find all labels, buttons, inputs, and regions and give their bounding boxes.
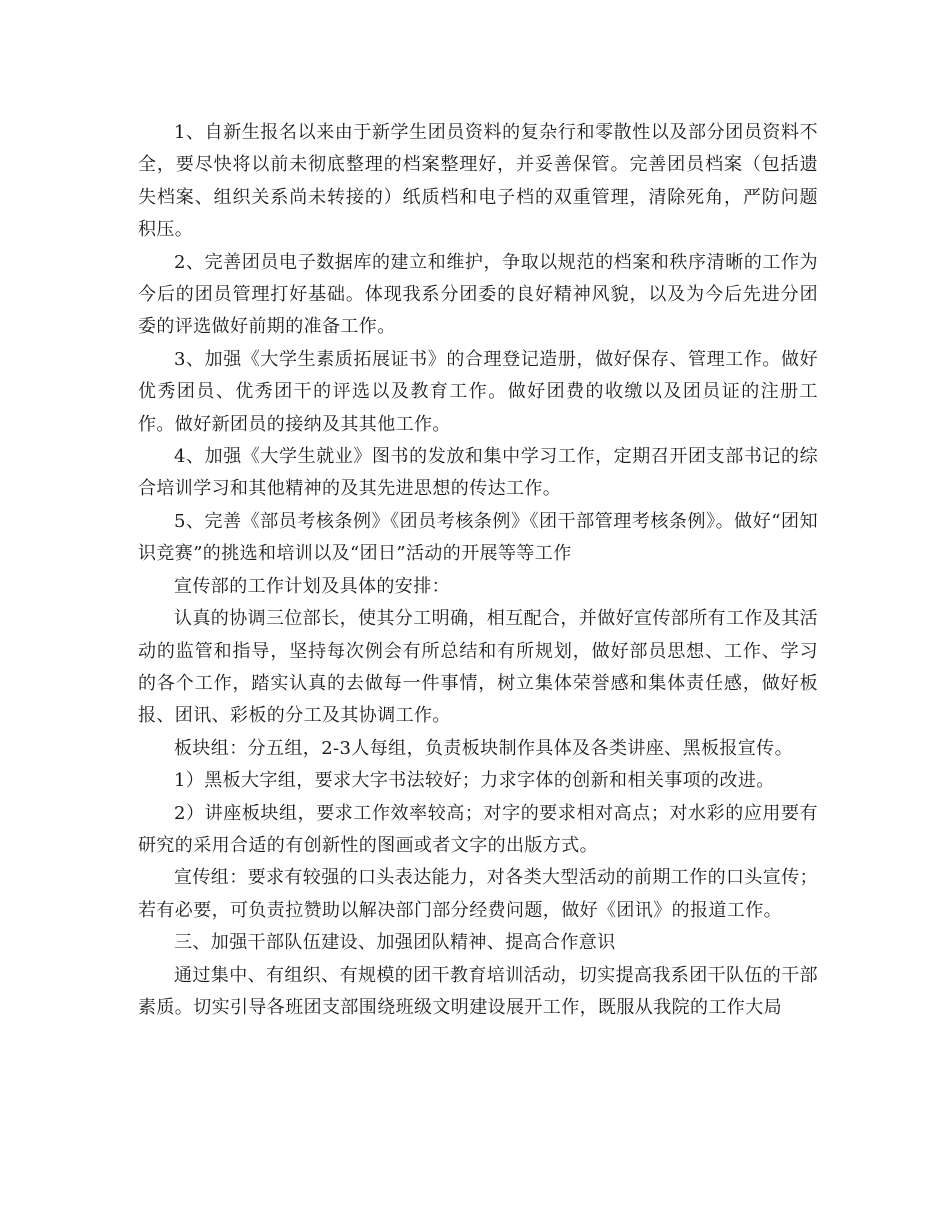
document-body — [138, 117, 818, 1024]
paragraph-lecture-board-group: 2）讲座板块组，要求工作效率较高；对字的要求相对高点；对水彩的应用要有研究的采用合适的有创新性的图画或者文字的出版方式。 — [138, 802, 818, 856]
section-heading-cadre-building: 三、加强干部队伍建设、加强团队精神、提高合作意识 — [174, 932, 616, 954]
paragraph-assessment-rules: 5、完善《部员考核条例》《团员考核条例》《团干部管理考核条例》。做好“团知识竞赛”的挑选和培训以及“团日”活动的开展等等工作 — [138, 510, 818, 565]
paragraph-board-groups: 板块组：分五组，2-3人每组，负责板块制作具体及各类讲座、黑板报宣传。 — [174, 737, 793, 759]
paragraph-cadre-training: 通过集中、有组织、有规模的团干教育培训活动，切实提高我系团干队伍的干部素质。切实引导各班团支部围绕班级文明建设展开工作，既服从我院的工作大局 — [138, 964, 818, 1018]
paragraph-publicity-group: 宣传组：要求有较强的口头表达能力，对各类大型活动的前期工作的口头宣传；若有必要，可负责拉赞助以解决部门部分经费问题，做好《团讯》的报道工作。 — [138, 867, 818, 921]
paragraph-quality-certificate: 3、加强《大学生素质拓展证书》的合理登记造册，做好保存、管理工作。做好优秀团员、优秀团干的评选以及教育工作。做好团费的收缴以及团员证的注册工作。做好新团员的接纳及其其他工作。 — [138, 348, 818, 435]
paragraph-electronic-database: 2、完善团员电子数据库的建立和维护，争取以规范的档案和秩序清晰的工作为今后的团员管理打好基础。体现我系分团委的良好精神风貌，以及为今后先进分团委的评选做好前期的准备工作。 — [138, 251, 818, 338]
paragraph-archive-management: 1、自新生报名以来由于新学生团员资料的复杂行和零散性以及部分团员资料不全，要尽快将以前未彻底整理的档案整理好，并妥善保管。完善团员档案（包括遗失档案、组织关系尚未转接的）纸质档和电子档的双重管理，清除死角，严防问题积压。 — [138, 122, 818, 241]
paragraph-blackboard-group: 1）黑板大字组，要求大字书法较好；力求字体的创新和相关事项的改进。 — [174, 770, 775, 792]
paragraph-employment-books: 4、加强《大学生就业》图书的发放和集中学习工作，定期召开团支部书记的综合培训学习和其他精神的及其先进思想的传达工作。 — [138, 446, 818, 500]
paragraph-coordination: 认真的协调三位部长，使其分工明确，相互配合，并做好宣传部所有工作及其活动的监管和指导，坚持每次例会有所总结和有所规划，做好部员思想、工作、学习的各个工作，踏实认真的去做每一件事情，树立集体荣誉感和集体责任感，做好板报、团讯、彩板的分工及其协调工作。 — [138, 608, 818, 727]
paragraph-publicity-plan-heading: 宣传部的工作计划及具体的安排： — [174, 575, 450, 597]
